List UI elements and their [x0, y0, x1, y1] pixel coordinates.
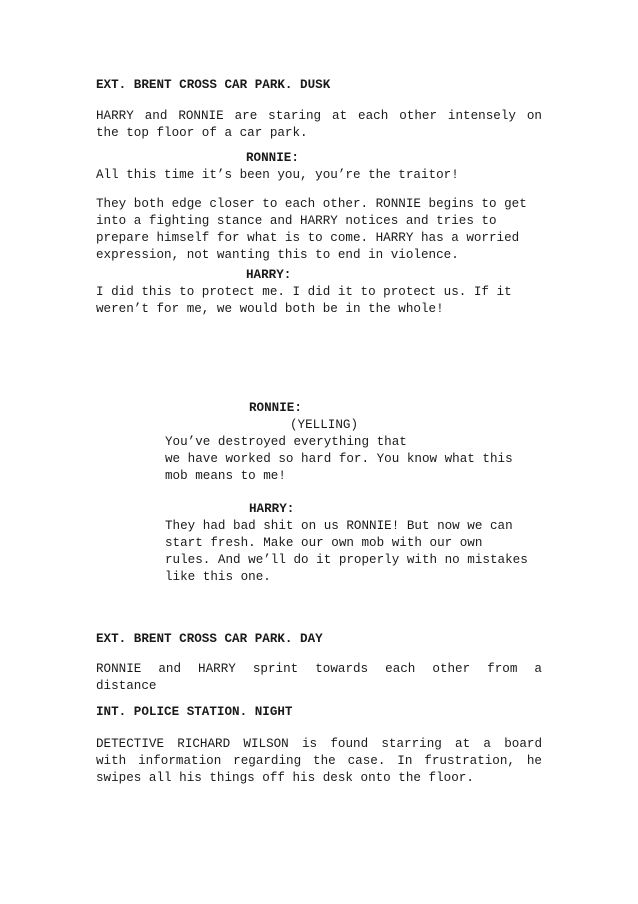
parenthetical: (YELLING)	[290, 418, 359, 432]
dialogue-line: mob means to me!	[165, 469, 286, 483]
dialogue-line: we have worked so hard for. You know what this	[165, 452, 513, 466]
dialogue-line: start fresh. Make our own mob with our own	[165, 536, 483, 550]
dialogue-line: All this time it’s been you, you’re the traitor!	[96, 168, 459, 182]
action-line: into a fighting stance and HARRY notices and tries to	[96, 214, 497, 228]
action-line: They both edge closer to each other. RONNIE begins to get	[96, 197, 527, 211]
dialogue-line: You’ve destroyed everything that	[165, 435, 407, 449]
scene-heading: INT. POLICE STATION. NIGHT	[96, 705, 293, 719]
action-line: expression, not wanting this to end in violence.	[96, 248, 459, 262]
character-name: RONNIE:	[246, 151, 299, 165]
action-line: HARRY and RONNIE are staring at each other intensely on	[96, 109, 542, 123]
dialogue-line: like this one.	[165, 570, 271, 584]
action-line: RONNIE and HARRY sprint towards each other from a	[96, 662, 542, 676]
dialogue-line: rules. And we’ll do it properly with no mistakes	[165, 553, 528, 567]
character-name: HARRY:	[249, 502, 295, 516]
action-line: with information regarding the case. In frustration, he	[96, 754, 542, 768]
action-line: prepare himself for what is to come. HARRY has a worried	[96, 231, 520, 245]
action-line: distance	[96, 679, 157, 693]
dialogue-line: I did this to protect me. I did it to protect us. If it	[96, 285, 512, 299]
character-name: RONNIE:	[249, 401, 302, 415]
action-line: the top floor of a car park.	[96, 126, 308, 140]
action-line: DETECTIVE RICHARD WILSON is found starring at a board	[96, 737, 542, 751]
dialogue-line: weren’t for me, we would both be in the whole!	[96, 302, 444, 316]
scene-heading: EXT. BRENT CROSS CAR PARK. DUSK	[96, 78, 331, 92]
scene-heading: EXT. BRENT CROSS CAR PARK. DAY	[96, 632, 323, 646]
character-name: HARRY:	[246, 268, 292, 282]
dialogue-line: They had bad shit on us RONNIE! But now we can	[165, 519, 513, 533]
action-line: swipes all his things off his desk onto the floor.	[96, 771, 474, 785]
